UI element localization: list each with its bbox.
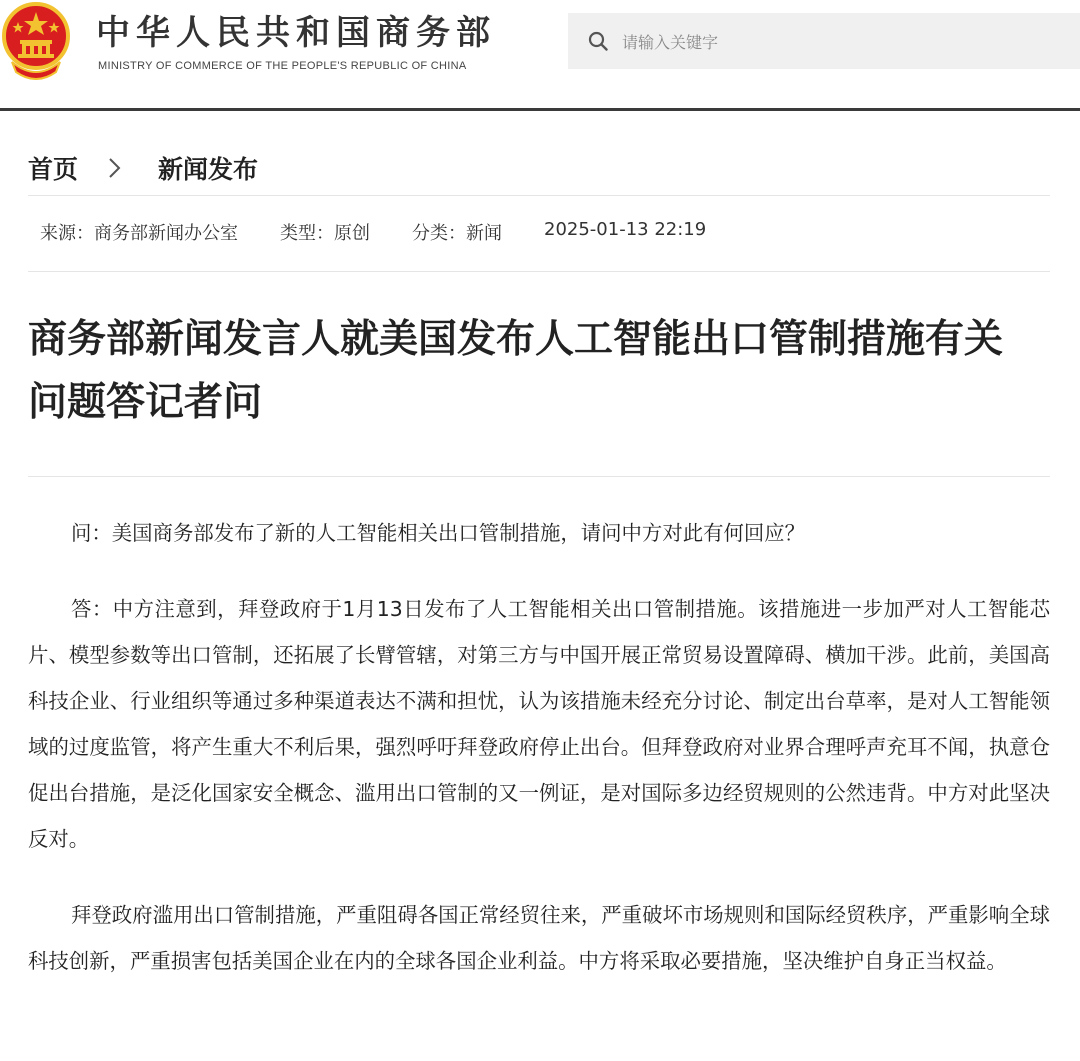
search-icon[interactable] (588, 31, 608, 51)
site-name-cn[interactable]: 中华人民共和国商务部 (96, 13, 496, 53)
national-emblem-icon[interactable] (0, 2, 72, 80)
breadcrumb-news-link[interactable]: 新闻发布 (158, 155, 259, 184)
site-header (0, 0, 1080, 110)
breadcrumb-home-link[interactable]: 首页 (28, 155, 79, 184)
divider (28, 195, 1050, 196)
breadcrumb (28, 148, 258, 188)
meta-type: 类型：原创 (280, 223, 370, 244)
article-title: 商务部新闻发言人就美国发布人工智能出口管制措施有关问题答记者问 (28, 317, 1004, 425)
header-divider (0, 108, 1080, 111)
site-name-en: MINISTRY OF COMMERCE OF THE PEOPLE'S REPUBLIC OF CHINA (98, 60, 467, 72)
meta-datetime: 2025-01-13 22:19 (544, 219, 707, 240)
article-paragraph: 问：美国商务部发布了新的人工智能相关出口管制措施，请问中方对此有何回应？ (71, 521, 806, 545)
meta-category: 分类：新闻 (412, 223, 502, 244)
article-meta (40, 219, 706, 249)
article-paragraph: 拜登政府滥用出口管制措施，严重阻碍各国正常经贸往来，严重破坏市场规则和国际经贸秩序，严重影响全球科技创新，严重损害包括美国企业在内的全球各国企业利益。中方将采取必要措施，坚决维护自身正当权益。 (28, 903, 1050, 973)
meta-source: 来源：商务部新闻办公室 (40, 223, 238, 244)
article-paragraph: 答：中方注意到，拜登政府于1月13日发布了人工智能相关出口管制措施。该措施进一步加严对人工智能芯片、模型参数等出口管制，还拓展了长臂管辖，对第三方与中国开展正常贸易设置障碍、横加干涉。此前，美国高科技企业、行业组织等通过多种渠道表达不满和担忧，认为该措施未经充分讨论、制定出台草率，是对人工智能领域的过度监管，将产生重大不利后果，强烈呼吁拜登政府停止出台。但拜登政府对业界合理呼声充耳不闻，执意仓促出台措施，是泛化国家安全概念、滥用出口管制的又一例证，是对国际多边经贸规则的公然违背。中方对此坚决反对。 (28, 597, 1050, 851)
search-input[interactable] (620, 23, 1064, 61)
chevron-right-icon (106, 148, 124, 188)
article-body (28, 510, 1050, 984)
divider (28, 271, 1050, 272)
search-box (568, 13, 1080, 69)
divider (28, 476, 1050, 477)
